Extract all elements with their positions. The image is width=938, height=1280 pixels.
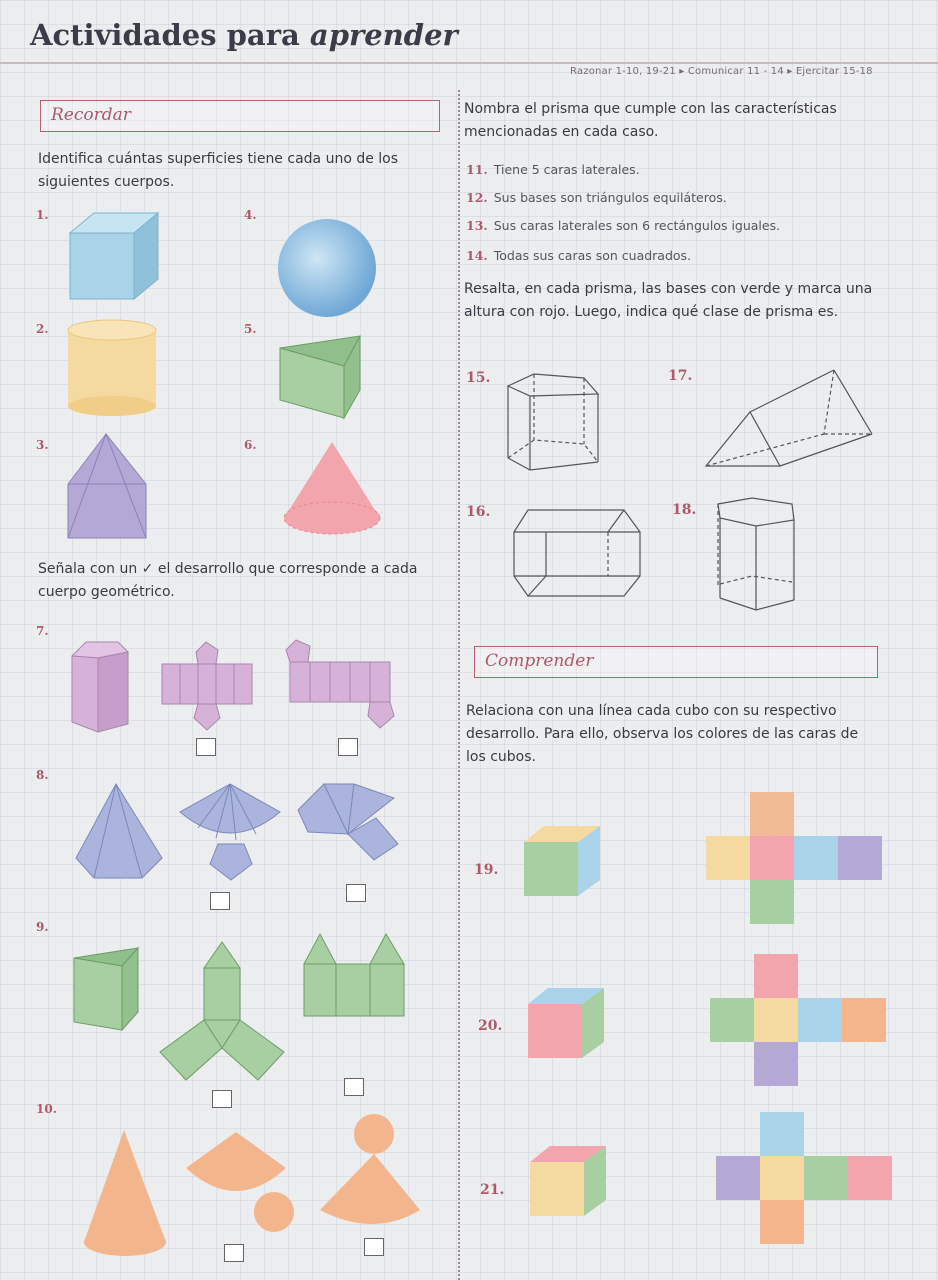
item-number-16: 16. xyxy=(466,504,491,520)
item-number-5: 5. xyxy=(244,322,257,336)
checkbox-10b[interactable] xyxy=(364,1238,384,1256)
senala-instruction: Señala con un ✓ el desarrollo que corresponde a cada cuerpo geométrico. xyxy=(38,561,418,600)
item-number-21: 21. xyxy=(480,1182,505,1198)
item-number-18: 18. xyxy=(672,502,697,518)
list-item: 11. Tiene 5 caras laterales. xyxy=(466,162,640,177)
net-option-8b xyxy=(294,780,404,864)
cube-figure xyxy=(60,205,170,305)
item-number-15: 15. xyxy=(466,370,491,386)
cone-figure xyxy=(280,438,386,542)
skills-kicker: Razonar 1-10, 19-21 ▸ Comunicar 11 - 14 ▸ Ejercitar 15-18 xyxy=(570,66,873,77)
net-option-10b xyxy=(316,1112,426,1228)
checkbox-9b[interactable] xyxy=(344,1078,364,1096)
cylinder-figure xyxy=(64,318,164,418)
resalta-instruction: Resalta, en cada prisma, las bases con verde y marca una altura con rojo. Luego, indica qué clase de prisma es. xyxy=(464,281,873,320)
item-number-6: 6. xyxy=(244,438,257,452)
color-cube-20 xyxy=(526,986,608,1062)
item-number-17: 17. xyxy=(668,368,693,384)
net-option-7b xyxy=(282,638,398,734)
net-option-9b xyxy=(300,932,408,1018)
net-option-7a xyxy=(160,640,256,734)
prism-wireframe-17 xyxy=(704,368,876,470)
comprender-section-header: Comprender xyxy=(474,646,878,678)
checkbox-8b[interactable] xyxy=(346,884,366,902)
cube-net-21 xyxy=(714,1110,898,1250)
header-rule xyxy=(0,62,938,64)
net-option-10a xyxy=(184,1130,300,1234)
item-number-20: 20. xyxy=(478,1018,503,1034)
square-pyramid-figure xyxy=(62,432,162,542)
pentagonal-prism-figure xyxy=(68,638,134,734)
color-cube-19 xyxy=(522,824,604,900)
comprender-instruction: Relaciona con una línea cada cubo con su respectivo desarrollo. Para ello, observa los colores de las caras de los cubos. xyxy=(466,703,859,765)
cube-net-20 xyxy=(708,952,890,1090)
column-divider xyxy=(458,90,460,1280)
page-title: Actividades para aprender xyxy=(30,18,458,52)
item-number-3: 3. xyxy=(36,438,49,452)
item-number-19: 19. xyxy=(474,862,499,878)
prism-wireframe-18 xyxy=(712,496,802,616)
recordar-section-header: Recordar xyxy=(40,100,440,132)
item-number-2: 2. xyxy=(36,322,49,336)
item-number-7: 7. xyxy=(36,624,49,638)
checkbox-8a[interactable] xyxy=(210,892,230,910)
net-option-9a xyxy=(156,940,288,1082)
checkbox-7a[interactable] xyxy=(196,738,216,756)
triangular-prism-figure-9 xyxy=(70,946,144,1034)
list-item: 13. Sus caras laterales son 6 rectángulos iguales. xyxy=(466,218,781,233)
list-item: 12. Sus bases son triángulos equiláteros. xyxy=(466,190,727,205)
item-number-4: 4. xyxy=(244,208,257,222)
net-option-8a xyxy=(178,782,282,882)
item-number-9: 9. xyxy=(36,920,49,934)
item-number-1: 1. xyxy=(36,208,49,222)
recordar-instruction: Identifica cuántas superficies tiene cada uno de los siguientes cuerpos. xyxy=(38,151,399,190)
prism-wireframe-15 xyxy=(504,372,604,474)
pentagonal-pyramid-figure xyxy=(72,782,168,882)
item-number-10: 10. xyxy=(36,1102,57,1116)
triangular-prism-figure xyxy=(276,330,376,422)
prism-wireframe-16 xyxy=(512,504,646,600)
color-cube-21 xyxy=(528,1144,610,1220)
list-item: 14. Todas sus caras son cuadrados. xyxy=(466,248,692,263)
checkbox-10a[interactable] xyxy=(224,1244,244,1262)
checkbox-7b[interactable] xyxy=(338,738,358,756)
checkbox-9a[interactable] xyxy=(212,1090,232,1108)
sphere-figure xyxy=(276,218,380,322)
nombra-instruction: Nombra el prisma que cumple con las características mencionadas en cada caso. xyxy=(464,101,837,140)
cube-net-19 xyxy=(704,790,888,928)
cone-figure-10 xyxy=(80,1128,170,1260)
item-number-8: 8. xyxy=(36,768,49,782)
